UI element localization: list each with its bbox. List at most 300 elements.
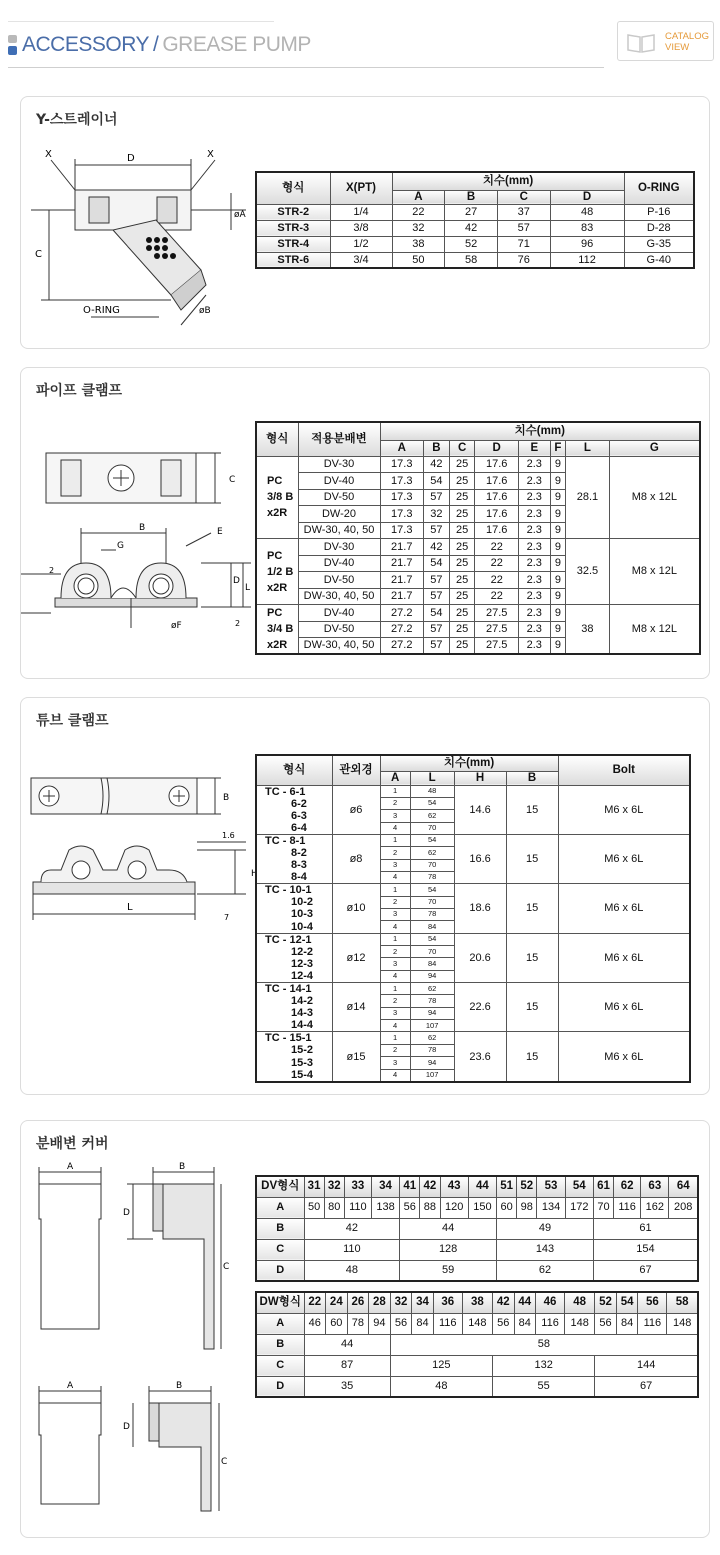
strainer-section — [20, 96, 710, 349]
a-cell: 2 — [380, 995, 410, 1007]
model-line: 6-4 — [291, 821, 307, 834]
strainer-table — [255, 171, 695, 269]
value-cell: 44 — [304, 1334, 390, 1355]
table-row — [256, 1032, 690, 1044]
l-cell: 38 — [566, 605, 610, 655]
value-cell: 50 — [392, 252, 445, 268]
h-cell: 16.6 — [454, 834, 506, 883]
a-cell: 4 — [380, 970, 410, 982]
bolt-cell: M6 x 6L — [558, 884, 690, 933]
col-a-header: A — [380, 771, 410, 785]
col-bolt-header: Bolt — [558, 755, 690, 785]
model-code: 15-1 — [289, 1032, 312, 1045]
h-cell: 22.6 — [454, 983, 506, 1032]
value-cell: 9 — [550, 489, 566, 506]
value-cell: 35 — [304, 1376, 390, 1397]
value-cell: 58 — [445, 252, 498, 268]
table-row — [256, 1334, 698, 1355]
model-prefix: TC - — [265, 1032, 287, 1045]
value-cell: 71 — [497, 236, 550, 252]
cover-d1-label: D — [123, 1208, 130, 1218]
model-code: 8-1 — [289, 834, 306, 847]
cover-a1-label: A — [67, 1162, 74, 1172]
strainer-title: Y-스트레이너 — [36, 112, 118, 128]
l-cell: 62 — [410, 1032, 454, 1044]
model-cell — [256, 834, 332, 883]
l-cell: 62 — [410, 983, 454, 995]
value-cell: 17.3 — [380, 473, 424, 490]
model-line — [265, 884, 332, 896]
value-cell: 25 — [449, 473, 475, 490]
l-cell: 78 — [410, 995, 454, 1007]
dv-cover-table — [255, 1175, 699, 1282]
header-rule — [8, 67, 604, 68]
b-cell: 15 — [506, 983, 558, 1032]
model-cell — [256, 1032, 332, 1082]
pipe-2b-label: 2 — [235, 619, 241, 628]
model-prefix: TC - — [265, 785, 287, 798]
value-cell: 52 — [445, 236, 498, 252]
model-header: 42 — [420, 1176, 440, 1197]
cover-c2-label: C — [221, 1457, 228, 1467]
value-cell: 37 — [497, 204, 550, 220]
strainer-a-label: øA — [234, 210, 246, 220]
value-cell: 48 — [304, 1260, 400, 1281]
l-cell: 107 — [410, 1069, 454, 1081]
pipe-c-label: C — [229, 475, 236, 485]
value-cell: 48 — [390, 1376, 492, 1397]
title-accessory: ACCESSORY — [22, 33, 149, 56]
a-cell: 4 — [380, 921, 410, 933]
l-cell: 62 — [410, 810, 454, 822]
g-cell: M8 x 12L — [609, 605, 700, 655]
model-header: 24 — [326, 1292, 348, 1313]
model-line — [265, 835, 332, 847]
model-header: 33 — [344, 1176, 371, 1197]
model-header: 22 — [304, 1292, 326, 1313]
model-line: PC — [267, 607, 283, 619]
col-dist-header: 적용분배변 — [298, 422, 380, 456]
type-header: DV형식 — [256, 1176, 304, 1197]
model-header: 32 — [324, 1176, 344, 1197]
value-cell: 70 — [593, 1197, 613, 1218]
value-cell: 25 — [449, 572, 475, 589]
value-cell: 162 — [641, 1197, 669, 1218]
tube-16-label: 1.6 — [222, 831, 235, 840]
h-cell: 20.6 — [454, 933, 506, 982]
value-cell: 17.6 — [475, 522, 519, 539]
cover-d2-label: D — [123, 1422, 130, 1432]
model-line: 10-2 — [291, 896, 314, 909]
model-header: 58 — [667, 1292, 698, 1313]
value-cell: 27.2 — [380, 621, 424, 638]
a-cell: 1 — [380, 983, 410, 995]
cover-b2-label: B — [176, 1381, 183, 1391]
value-cell: 2.3 — [518, 506, 550, 523]
table-row — [256, 1239, 698, 1260]
value-cell: 1/4 — [330, 204, 392, 220]
model-line — [265, 983, 332, 995]
model-header: 53 — [537, 1176, 565, 1197]
value-cell: 143 — [497, 1239, 594, 1260]
value-cell: G-35 — [624, 236, 694, 252]
a-cell: 3 — [380, 958, 410, 970]
col-a-header: A — [392, 190, 445, 204]
l-cell: 94 — [410, 1057, 454, 1069]
a-cell: 2 — [380, 945, 410, 957]
model-header: 28 — [369, 1292, 391, 1313]
model-prefix: TC - — [265, 983, 287, 995]
table-header-row — [256, 1292, 698, 1313]
a-cell: 2 — [380, 797, 410, 809]
value-cell: 21.7 — [380, 588, 424, 605]
table-row — [256, 1197, 698, 1218]
model-header: 44 — [468, 1176, 496, 1197]
value-cell: 110 — [304, 1239, 400, 1260]
strainer-oring-label: O-RING — [83, 305, 120, 316]
value-cell: 112 — [550, 252, 624, 268]
model-header: 34 — [371, 1176, 399, 1197]
dw-cover-table — [255, 1291, 699, 1398]
row-label: C — [256, 1355, 304, 1376]
pipe-l-label: L — [245, 583, 251, 593]
value-cell: 56 — [390, 1313, 412, 1334]
value-cell: 42 — [445, 220, 498, 236]
value-cell: 27.5 — [475, 621, 519, 638]
value-cell: 9 — [550, 588, 566, 605]
dist-cell: DV-40 — [298, 555, 380, 572]
table-row — [256, 933, 690, 945]
type-header: DW형식 — [256, 1292, 304, 1313]
value-cell: 25 — [449, 506, 475, 523]
b-cell: 15 — [506, 785, 558, 834]
value-cell: 48 — [550, 204, 624, 220]
l-cell: 70 — [410, 945, 454, 957]
table-row — [256, 252, 694, 268]
l-cell: 94 — [410, 970, 454, 982]
value-cell: 57 — [424, 522, 450, 539]
model-header: 44 — [514, 1292, 536, 1313]
page-header — [0, 0, 720, 80]
l-cell: 78 — [410, 1044, 454, 1056]
value-cell: 2.3 — [518, 588, 550, 605]
value-cell: 3/8 — [330, 220, 392, 236]
value-cell: 60 — [326, 1313, 348, 1334]
value-cell: 17.6 — [475, 473, 519, 490]
value-cell: 21.7 — [380, 572, 424, 589]
value-cell: 9 — [550, 506, 566, 523]
od-cell: ø6 — [332, 785, 380, 834]
pipe-clamp-title: 파이프 클램프 — [36, 383, 123, 399]
value-cell: 78 — [347, 1313, 369, 1334]
value-cell: 57 — [424, 588, 450, 605]
bolt-cell: M6 x 6L — [558, 983, 690, 1032]
model-cell — [256, 539, 298, 605]
value-cell: 110 — [344, 1197, 371, 1218]
model-line: 15-4 — [291, 1068, 314, 1081]
model-line: 3/8 B — [267, 491, 294, 504]
table-row — [256, 539, 700, 556]
l-cell: 70 — [410, 859, 454, 871]
value-cell: 59 — [400, 1260, 497, 1281]
col-f-header: F — [550, 440, 566, 456]
tube-l-label: L — [127, 902, 133, 913]
od-cell: ø14 — [332, 983, 380, 1032]
model-header: 42 — [492, 1292, 514, 1313]
value-cell: 154 — [593, 1239, 698, 1260]
strainer-x-left-label: X — [45, 149, 52, 160]
col-dim-header: 치수(mm) — [392, 172, 624, 190]
cover-b1-label: B — [179, 1162, 186, 1172]
value-cell: 25 — [449, 621, 475, 638]
value-cell: P-16 — [624, 204, 694, 220]
col-model-header: 형식 — [256, 422, 298, 456]
value-cell: 25 — [449, 638, 475, 655]
value-cell: 83 — [550, 220, 624, 236]
value-cell: 116 — [614, 1197, 641, 1218]
value-cell: 84 — [412, 1313, 434, 1334]
model-line — [265, 934, 332, 946]
value-cell: 9 — [550, 473, 566, 490]
a-cell: 2 — [380, 1044, 410, 1056]
dist-cell: DW-30, 40, 50 — [298, 588, 380, 605]
a-cell: 2 — [380, 896, 410, 908]
value-cell: 21.7 — [380, 555, 424, 572]
l-cell: 107 — [410, 1020, 454, 1032]
b-cell: 15 — [506, 933, 558, 982]
table-row — [256, 605, 700, 622]
header-bullet-icon — [8, 35, 17, 55]
value-cell: 27.5 — [475, 605, 519, 622]
l-cell: 54 — [410, 884, 454, 896]
l-cell: 78 — [410, 871, 454, 883]
bolt-cell: M6 x 6L — [558, 785, 690, 834]
page-title — [22, 33, 311, 57]
table-row — [256, 1260, 698, 1281]
model-line: x2R — [267, 581, 288, 594]
value-cell: 17.3 — [380, 522, 424, 539]
value-cell: 25 — [449, 555, 475, 572]
value-cell: 148 — [462, 1313, 492, 1334]
value-cell: 38 — [392, 236, 445, 252]
value-cell: 96 — [550, 236, 624, 252]
row-label: B — [256, 1218, 304, 1239]
value-cell: 32 — [392, 220, 445, 236]
value-cell: 134 — [537, 1197, 565, 1218]
book-icon — [626, 32, 656, 54]
value-cell: 150 — [468, 1197, 496, 1218]
catalog-view-button[interactable] — [617, 21, 714, 61]
l-cell: 70 — [410, 896, 454, 908]
model-header: 54 — [616, 1292, 638, 1313]
model-header: 31 — [304, 1176, 324, 1197]
model-header: 63 — [641, 1176, 669, 1197]
pipe-g-label: G — [117, 541, 124, 551]
a-cell: 1 — [380, 933, 410, 945]
table-row — [256, 456, 700, 473]
value-cell: 2.3 — [518, 638, 550, 655]
model-code: 10-1 — [289, 884, 312, 897]
value-cell: 9 — [550, 621, 566, 638]
value-cell: 54 — [424, 605, 450, 622]
model-header: 32 — [390, 1292, 412, 1313]
value-cell: 208 — [669, 1197, 698, 1218]
cover-drawing — [29, 1159, 229, 1534]
model-header: 56 — [638, 1292, 667, 1313]
h-cell: 18.6 — [454, 884, 506, 933]
model-cell: STR-4 — [256, 236, 330, 252]
model-line: 6-3 — [291, 809, 307, 822]
b-cell: 15 — [506, 1032, 558, 1082]
value-cell: 84 — [616, 1313, 638, 1334]
value-cell: 25 — [449, 489, 475, 506]
value-cell: 17.6 — [475, 506, 519, 523]
dist-cell: DV-50 — [298, 621, 380, 638]
cover-c1-label: C — [223, 1262, 230, 1272]
catalog-label-2: VIEW — [665, 42, 690, 53]
value-cell: 57 — [424, 489, 450, 506]
l-cell: 84 — [410, 958, 454, 970]
value-cell: 46 — [304, 1313, 326, 1334]
col-dim-header: 치수(mm) — [380, 755, 558, 771]
value-cell: 32 — [424, 506, 450, 523]
l-cell: 94 — [410, 1007, 454, 1019]
a-cell: 4 — [380, 1020, 410, 1032]
col-a-header: A — [380, 440, 424, 456]
value-cell: 120 — [440, 1197, 468, 1218]
value-cell: 9 — [550, 605, 566, 622]
pipe-clamp-table — [255, 421, 701, 655]
value-cell: 1/2 — [330, 236, 392, 252]
a-cell: 3 — [380, 810, 410, 822]
value-cell: 55 — [492, 1376, 594, 1397]
bolt-cell: M6 x 6L — [558, 933, 690, 982]
a-cell: 1 — [380, 884, 410, 896]
dist-cell: DW-30, 40, 50 — [298, 638, 380, 655]
l-cell: 84 — [410, 921, 454, 933]
a-cell: 3 — [380, 1007, 410, 1019]
value-cell: 22 — [475, 555, 519, 572]
value-cell: 2.3 — [518, 539, 550, 556]
b-cell: 15 — [506, 884, 558, 933]
row-label: C — [256, 1239, 304, 1260]
value-cell: 17.6 — [475, 456, 519, 473]
bolt-cell: M6 x 6L — [558, 834, 690, 883]
a-cell: 1 — [380, 834, 410, 846]
value-cell: 76 — [497, 252, 550, 268]
col-dim-header: 치수(mm) — [380, 422, 700, 440]
value-cell: 50 — [304, 1197, 324, 1218]
col-l-header: L — [410, 771, 454, 785]
value-cell: 57 — [424, 572, 450, 589]
model-header: 64 — [669, 1176, 698, 1197]
pipe-d-label: D — [233, 576, 240, 586]
value-cell: 2.3 — [518, 572, 550, 589]
value-cell: 56 — [595, 1313, 617, 1334]
value-cell: 22 — [475, 588, 519, 605]
col-h-header: H — [454, 771, 506, 785]
dist-cell: DV-50 — [298, 489, 380, 506]
value-cell: 42 — [304, 1218, 400, 1239]
model-line: 8-2 — [291, 846, 307, 859]
tube-b-label: B — [223, 793, 230, 803]
a-cell: 4 — [380, 1069, 410, 1081]
col-d-header: D — [475, 440, 519, 456]
table-row — [256, 785, 690, 797]
model-line: PC — [267, 475, 283, 488]
a-cell: 4 — [380, 871, 410, 883]
l-cell: 78 — [410, 908, 454, 920]
value-cell: 148 — [565, 1313, 595, 1334]
model-header: 52 — [517, 1176, 537, 1197]
value-cell: 148 — [667, 1313, 698, 1334]
model-header: 54 — [565, 1176, 593, 1197]
table-row — [256, 834, 690, 846]
value-cell: 67 — [593, 1260, 698, 1281]
model-cell: STR-2 — [256, 204, 330, 220]
header-top-rule — [8, 21, 274, 22]
l-cell: 32.5 — [566, 539, 610, 605]
value-cell: D-28 — [624, 220, 694, 236]
value-cell: 9 — [550, 522, 566, 539]
model-header: 34 — [412, 1292, 434, 1313]
value-cell: 2.3 — [518, 555, 550, 572]
od-cell: ø12 — [332, 933, 380, 982]
model-line: x2R — [267, 639, 288, 651]
pipe-f-label: øF — [171, 621, 182, 631]
value-cell: 172 — [565, 1197, 593, 1218]
cover-section — [20, 1120, 710, 1538]
table-row — [256, 204, 694, 220]
value-cell: 54 — [424, 473, 450, 490]
value-cell: 22 — [392, 204, 445, 220]
model-cell — [256, 933, 332, 982]
col-model-header: 형식 — [256, 172, 330, 204]
col-e-header: E — [518, 440, 550, 456]
model-header: 62 — [614, 1176, 641, 1197]
value-cell: 138 — [371, 1197, 399, 1218]
dist-cell: DW-30, 40, 50 — [298, 522, 380, 539]
tube-7-label: 7 — [224, 913, 230, 922]
h-cell: 14.6 — [454, 785, 506, 834]
value-cell: 84 — [514, 1313, 536, 1334]
value-cell: 88 — [420, 1197, 440, 1218]
g-cell: M8 x 12L — [609, 456, 700, 539]
row-label: A — [256, 1197, 304, 1218]
value-cell: 132 — [492, 1355, 594, 1376]
model-cell — [256, 884, 332, 933]
value-cell: 17.3 — [380, 506, 424, 523]
model-cell — [256, 456, 298, 539]
model-prefix: TC - — [265, 933, 287, 946]
col-x-header: X(PT) — [330, 172, 392, 204]
value-cell: 98 — [517, 1197, 537, 1218]
a-cell: 3 — [380, 859, 410, 871]
tube-clamp-title: 튜브 클램프 — [36, 713, 109, 729]
model-header: 41 — [400, 1176, 420, 1197]
col-oring-header: O-RING — [624, 172, 694, 204]
value-cell: 22 — [475, 539, 519, 556]
value-cell: 2.3 — [518, 621, 550, 638]
strainer-c-label: C — [35, 249, 42, 260]
model-code: 6-1 — [289, 785, 306, 798]
value-cell: G-40 — [624, 252, 694, 268]
title-grease-pump: GREASE PUMP — [162, 33, 311, 56]
l-cell: 62 — [410, 847, 454, 859]
value-cell: 9 — [550, 555, 566, 572]
model-cell — [256, 785, 332, 834]
model-line — [265, 1032, 332, 1044]
